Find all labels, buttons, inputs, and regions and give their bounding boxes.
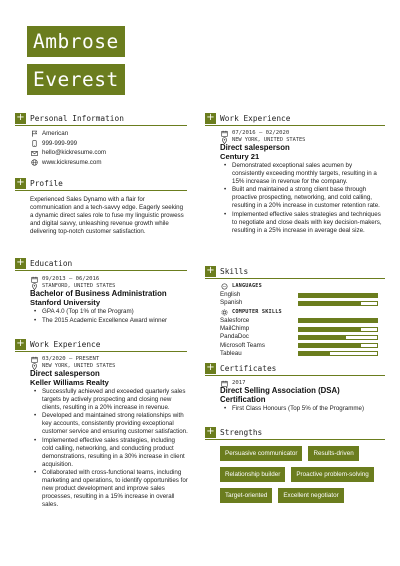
section-header-work-left [15,339,187,350]
work-company: Century 21 [220,151,260,161]
computer-skills-list [220,317,385,358]
certificate-year-text: 2017 [232,380,246,386]
education-date-text: 09/2013 – 06/2016 [42,276,100,282]
skill-row [220,291,385,299]
skill-level-bar [298,335,378,340]
education-location-text: STANFORD, UNITED STATES [42,283,116,290]
plus-icon: + [206,265,215,276]
skills-category-languages: LANGUAGES [220,283,385,290]
list-item: • Built and maintained a strong client base through proactive prospecting, networking, and cold calling, resulting in a 20% increase in customer retention rate. [220,186,385,210]
work-role: Direct salesperson [30,369,100,379]
list-item: • Collaborated with cross-functional teams, including marketing and operations, to identify opportunities for new product development and improve sales processes, resulting in a 15% increase in overall sales. [30,469,188,509]
section-header-education [15,258,187,269]
list-item: • Developed and maintained strong relationships with key accounts, consistently providing exceptional customer service and ensuring customer satisfaction. [30,412,188,436]
section-title: Work Experience [30,339,101,349]
strength-tag: Relationship builder [220,467,285,482]
education-bullets [30,308,188,324]
section-header-personal [15,113,187,124]
education-degree: Bachelor of Business Administration [30,289,167,299]
skills-list [220,282,385,358]
plus-icon: + [16,338,25,349]
list-item: • The 2015 Academic Excellence Award winner [30,317,188,325]
work-location-text: NEW YORK, UNITED STATES [42,363,116,370]
skill-level-fill [299,336,346,339]
nationality-text: American [42,130,69,137]
personal-info [30,130,180,168]
flag-icon [30,130,38,137]
skill-level-bar [298,293,378,298]
work-entry-keller [30,356,188,509]
skill-name: Tableau [220,349,242,357]
section-title: Profile [30,178,63,188]
skill-name: Salesforce [220,316,250,324]
skill-level-bar [298,327,378,332]
website-text[interactable]: www.kickresume.com [42,158,102,166]
section-header-certificates [205,363,385,374]
skill-row [220,317,385,325]
list-item: • Implemented effective sales strategies and techniques to negotiate and close deals with key decision-makers, resulting in a 25% increase in average deal size. [220,211,385,235]
skill-level-bar [298,301,378,306]
email-row [30,149,180,157]
section-header-profile [15,178,187,189]
skill-name: PandaDoc [220,333,249,341]
skill-name: Spanish [220,299,243,307]
education-school: Stanford University [30,297,101,307]
skills-category-computer: COMPUTER SKILLS [220,309,385,316]
skill-level-bar [298,351,378,356]
calendar-icon [30,276,38,283]
skill-name: Microsoft Teams [220,341,265,349]
languages-list [220,291,385,308]
skill-name: MailChimp [220,325,250,333]
website-row [30,159,180,167]
email-text[interactable]: hello@kickresume.com [42,149,107,157]
nationality-row [30,130,180,138]
plus-icon: + [16,257,25,268]
skill-level-fill [299,344,361,347]
work-date [30,356,188,363]
strength-tag: Persuasive communicator [220,446,302,461]
strength-tag: Results-driven [308,446,358,461]
name-first: Ambrose [27,26,125,57]
skill-level-fill [299,319,377,322]
plus-icon: + [206,426,215,437]
list-item: • Demonstrated exceptional sales acumen by consistently exceeding monthly targets, resulting in a 15% increase in revenue for the company. [220,162,385,186]
plus-icon: + [16,112,25,123]
section-header-strengths [205,427,385,438]
section-title: Certificates [220,363,277,373]
work-company: Keller Williams Realty [30,377,109,387]
work-date-text: 03/2020 – PRESENT [42,356,100,362]
calendar-icon [220,130,228,137]
section-header-work-right [205,113,385,124]
skill-level-bar [298,318,378,323]
skill-name: English [220,291,241,299]
education-date [30,276,188,283]
phone-icon [30,140,38,147]
skill-level-bar [298,343,378,348]
skill-level-fill [299,302,361,305]
list-item: • First Class Honours (Top 5% of the Programme) [220,405,385,413]
gear-icon [220,309,228,316]
section-title: Education [30,258,73,268]
section-title: Work Experience [220,113,291,123]
skill-row [220,325,385,333]
strength-tag: Excellent negotiator [278,488,343,503]
chat-bubble-icon [220,283,228,290]
skill-level-fill [299,352,330,355]
certificate-bullets [220,405,385,413]
section-title: Skills [220,266,249,276]
strength-tag: Target-oriented [220,488,272,503]
work-bullets [220,162,385,234]
list-item: • Implemented effective sales strategies, including cold calling, networking, and conducting product demonstrations, resulting in a 30% increase in client acquisition. [30,437,188,469]
list-item: • Successfully achieved and exceeded quarterly sales targets by actively prospecting and closing new clients, resulting in a 20% increase in revenue. [30,388,188,412]
work-bullets [30,388,188,509]
work-date [220,130,385,137]
certificate-name: Direct Selling Association (DSA) Certification [220,386,340,404]
phone-row [30,140,180,148]
skill-row [220,350,385,358]
skill-level-fill [299,328,361,331]
education-entry [30,276,188,325]
section-title: Strengths [220,427,263,437]
strength-tag: Proactive problem-solving [291,467,373,482]
section-title: Personal Information [30,113,124,123]
email-icon [30,150,38,157]
globe-icon [30,159,38,166]
phone-text[interactable]: 999-999-999 [42,139,78,147]
certificate-entry [220,380,385,414]
strengths-tags [220,446,390,509]
section-header-skills [205,266,385,277]
profile-text: Experienced Sales Dynamo with a flair for communication and a tech-savvy edge. Eagerly seeking a dynamic direct sales role to fuse my linguistic prowess and digital savvy, unleashing revenue growth while delivering top-notch customer satisfaction. [30,196,184,235]
skill-row [220,341,385,349]
plus-icon: + [206,112,215,123]
calendar-icon [30,356,38,363]
plus-icon: + [206,362,215,373]
list-item: • GPA 4.0 (Top 1% of the Program) [30,308,188,316]
skill-row [220,333,385,341]
work-location-text: NEW YORK, UNITED STATES [232,137,306,144]
name-last: Everest [27,64,125,95]
skill-row [220,299,385,307]
plus-icon: + [16,177,25,188]
work-role: Direct salesperson [220,143,290,153]
skill-level-fill [299,294,377,297]
work-entry-century21 [220,130,385,235]
work-date-text: 07/2016 – 02/2020 [232,130,290,136]
